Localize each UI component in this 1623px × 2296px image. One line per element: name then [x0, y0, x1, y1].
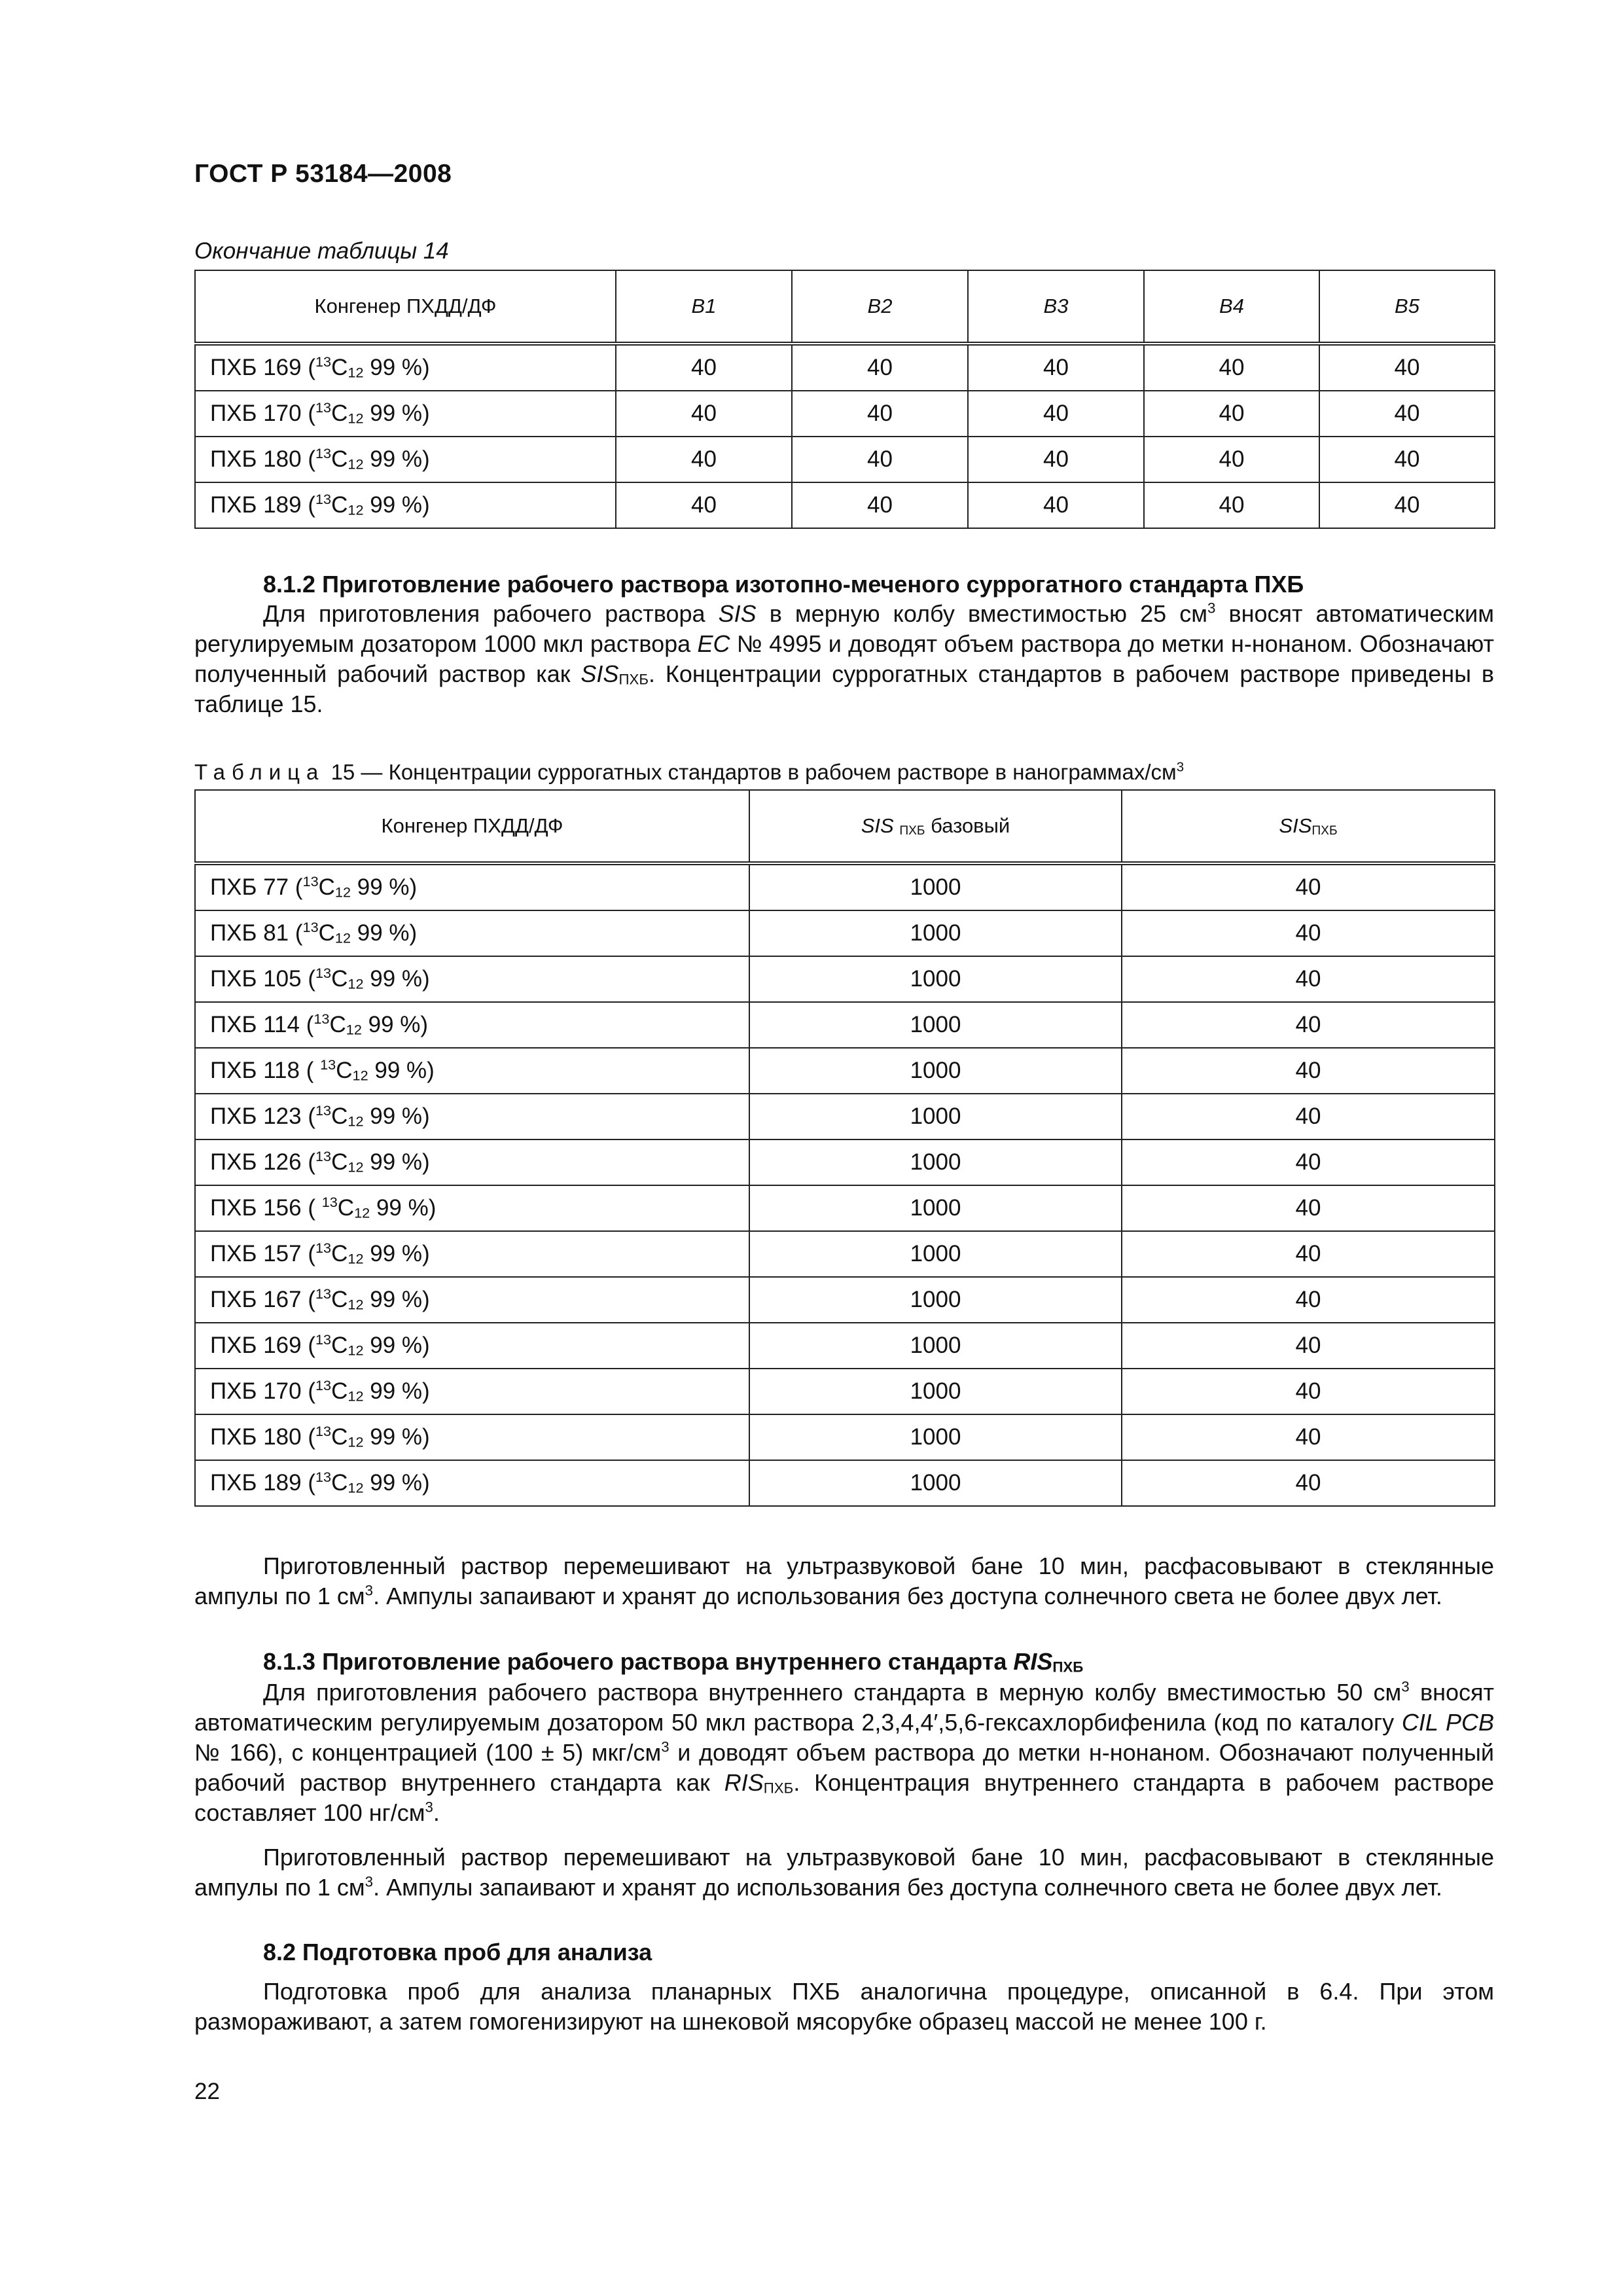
column-header: B1 — [616, 270, 792, 344]
table-cell: 40 — [616, 344, 792, 391]
table-cell: 1000 — [749, 1139, 1122, 1185]
congener-name: ПХБ 156 ( $^{13}C_{12}$ 99 %) — [195, 1185, 749, 1231]
table-cell: 40 — [1122, 1002, 1495, 1048]
table-15-caption: Таблица 15 — Концентрации суррогатных стандартов в рабочем растворе в нанограммах/$см^3$ — [194, 759, 1185, 784]
table-row — [195, 1414, 1495, 1460]
table-cell: 40 — [968, 391, 1144, 437]
section-8-1-3-paragraph: Для приготовления рабочего раствора внутреннего стандарта в мерную колбу вместимостью 50 $см^3$ вносят автоматическим регулируемым дозатором 50 мкл раствора 2,3,4,4′,5,6-гексахлорбифенила (код по каталогу CIL PCB № 166), с концентрацией (100 ± 5) мкг/$см^3$ и доводят объем раствора до метки н-нонаном. Обозначают полученный рабочий раствор внутреннего стандарта как $RIS_{ПХБ}$. Концентрация внутреннего стандарта в рабочем растворе составляет 100 $нг/см^3$. — [194, 1678, 1495, 1826]
table-row — [195, 1002, 1495, 1048]
congener-name: ПХБ 114 ($^{13}C_{12}$ 99 %) — [195, 1002, 749, 1048]
table-row — [195, 437, 1495, 482]
table-14-continuation-caption: Окончание таблицы 14 — [194, 238, 449, 264]
table-cell: 40 — [1122, 863, 1495, 910]
table-cell: 1000 — [749, 1185, 1122, 1231]
table-cell: 40 — [1319, 391, 1495, 437]
table-cell: 40 — [1144, 391, 1319, 437]
congener-name: ПХБ 105 ($^{13}C_{12}$ 99 %) — [195, 956, 749, 1002]
congener-name: ПХБ 118 ( $^{13}C_{12}$ 99 %) — [195, 1048, 749, 1094]
table-cell: 40 — [1122, 956, 1495, 1002]
table-cell: 1000 — [749, 1231, 1122, 1277]
column-header: B3 — [968, 270, 1144, 344]
table-cell: 40 — [792, 391, 968, 437]
congener-name: ПХБ 126 ($^{13}C_{12}$ 99 %) — [195, 1139, 749, 1185]
table-header-row — [195, 270, 1495, 344]
table-cell: 40 — [1122, 1277, 1495, 1323]
table-cell: 40 — [792, 437, 968, 482]
table-cell: 1000 — [749, 1277, 1122, 1323]
table-cell: 40 — [1319, 344, 1495, 391]
table-row — [195, 1231, 1495, 1277]
table-cell: 40 — [1122, 1185, 1495, 1231]
congener-name: ПХБ 180 ($^{13}C_{12}$ 99 %) — [195, 1414, 749, 1460]
table-cell: 1000 — [749, 1002, 1122, 1048]
table-cell: 40 — [968, 344, 1144, 391]
column-header: Конгенер ПХДД/ДФ — [195, 270, 616, 344]
table-cell: 40 — [1122, 910, 1495, 956]
paragraph-after-section-8-1-3: Приготовленный раствор перемешивают на ультразвуковой бане 10 мин, расфасовывают в стеклянные ампулы по 1 $см^3$. Ампулы запаивают и хранят до использования без доступа солнечного света не более двух лет. — [194, 1844, 1494, 1901]
table-cell: 40 — [616, 391, 792, 437]
table-cell: 40 — [792, 344, 968, 391]
table-row — [195, 1460, 1495, 1506]
table-cell: 40 — [1122, 1094, 1495, 1139]
section-8-1-3-heading: 8.1.3 Приготовление рабочего раствора внутреннего стандарта $RIS_{ПХБ}$ — [263, 1648, 1084, 1676]
table-cell: 40 — [1122, 1369, 1495, 1414]
section-8-1-2-paragraph: Для приготовления рабочего раствора SIS в мерную колбу вместимостью 25 $см^3$ вносят автоматическим регулируемым дозатором 1000 мкл раствора EC № 4995 и доводят объем раствора до метки н-нонаном. Обозначают полученный рабочий раствор как $SIS_{ПХБ}$. Концентрации суррогатных стандартов в рабочем растворе приведены в таблице 15. — [194, 600, 1494, 717]
table-cell: 1000 — [749, 1323, 1122, 1369]
section-8-1-2-heading: 8.1.2 Приготовление рабочего раствора изотопно-меченого суррогатного стандарта ПХБ — [263, 571, 1304, 598]
congener-name: ПХБ 169 ($^{13}C_{12}$ 99 %) — [195, 1323, 749, 1369]
table-cell: 40 — [1319, 482, 1495, 528]
congener-name: ПХБ 169 ($^{13}C_{12}$ 99 %) — [195, 344, 616, 391]
column-header: SIS $_{ПХБ}$ базовый — [749, 790, 1122, 863]
table-row — [195, 344, 1495, 391]
page-number: 22 — [194, 2079, 220, 2104]
table-cell: 1000 — [749, 863, 1122, 910]
congener-name: ПХБ 167 ($^{13}C_{12}$ 99 %) — [195, 1277, 749, 1323]
table-15 — [194, 789, 1495, 1507]
table-cell: 40 — [1144, 437, 1319, 482]
table-row — [195, 956, 1495, 1002]
table-cell: 40 — [1144, 344, 1319, 391]
table-cell: 40 — [1122, 1048, 1495, 1094]
column-header: Конгенер ПХДД/ДФ — [195, 790, 749, 863]
column-header: B4 — [1144, 270, 1319, 344]
table-cell: 40 — [968, 482, 1144, 528]
table-cell: 40 — [792, 482, 968, 528]
table-cell: 40 — [1319, 437, 1495, 482]
table-row — [195, 1369, 1495, 1414]
congener-name: ПХБ 123 ($^{13}C_{12}$ 99 %) — [195, 1094, 749, 1139]
table-cell: 1000 — [749, 1414, 1122, 1460]
table-cell: 40 — [1122, 1231, 1495, 1277]
table-row — [195, 482, 1495, 528]
table-cell: 40 — [968, 437, 1144, 482]
table-row — [195, 1277, 1495, 1323]
table-cell: 1000 — [749, 1369, 1122, 1414]
congener-name: ПХБ 170 ($^{13}C_{12}$ 99 %) — [195, 391, 616, 437]
table-cell: 40 — [1144, 482, 1319, 528]
table-row — [195, 863, 1495, 910]
congener-name: ПХБ 189 ($^{13}C_{12}$ 99 %) — [195, 1460, 749, 1506]
table-cell: 40 — [616, 482, 792, 528]
congener-name: ПХБ 170 ($^{13}C_{12}$ 99 %) — [195, 1369, 749, 1414]
table-row — [195, 1185, 1495, 1231]
table-cell: 1000 — [749, 1094, 1122, 1139]
table-cell: 1000 — [749, 910, 1122, 956]
congener-name: ПХБ 180 ($^{13}C_{12}$ 99 %) — [195, 437, 616, 482]
paragraph-after-table-15: Приготовленный раствор перемешивают на ультразвуковой бане 10 мин, расфасовывают в стеклянные ампулы по 1 $см^3$. Ампулы запаивают и хранят до использования без доступа солнечного света не более двух лет. — [194, 1552, 1494, 1609]
table-cell: 40 — [1122, 1139, 1495, 1185]
column-header: B5 — [1319, 270, 1495, 344]
document-id-header: ГОСТ Р 53184—2008 — [194, 160, 452, 188]
table-row — [195, 1323, 1495, 1369]
table-row — [195, 1048, 1495, 1094]
table-row — [195, 1094, 1495, 1139]
table-cell: 40 — [1122, 1460, 1495, 1506]
congener-name: ПХБ 157 ($^{13}C_{12}$ 99 %) — [195, 1231, 749, 1277]
table-row — [195, 1139, 1495, 1185]
table-cell: 40 — [1122, 1323, 1495, 1369]
table-header-row — [195, 790, 1495, 863]
table-cell: 40 — [616, 437, 792, 482]
table-row — [195, 910, 1495, 956]
table-cell: 1000 — [749, 1048, 1122, 1094]
table-cell: 1000 — [749, 956, 1122, 1002]
table-14 — [194, 270, 1495, 529]
section-8-2-paragraph: Подготовка проб для анализа планарных ПХБ аналогична процедуре, описанной в 6.4. При этом размораживают, а затем гомогенизируют на шнековой мясорубке образец массой не менее 100 г. — [194, 1978, 1494, 2035]
section-8-2-heading: 8.2 Подготовка проб для анализа — [263, 1939, 652, 1965]
table-cell: 40 — [1122, 1414, 1495, 1460]
column-header: B2 — [792, 270, 968, 344]
column-header: $SIS_{ПХБ}$ — [1122, 790, 1495, 863]
table-cell: 1000 — [749, 1460, 1122, 1506]
congener-name: ПХБ 81 ($^{13}C_{12}$ 99 %) — [195, 910, 749, 956]
table-row — [195, 391, 1495, 437]
congener-name: ПХБ 77 ($^{13}C_{12}$ 99 %) — [195, 863, 749, 910]
congener-name: ПХБ 189 ($^{13}C_{12}$ 99 %) — [195, 482, 616, 528]
